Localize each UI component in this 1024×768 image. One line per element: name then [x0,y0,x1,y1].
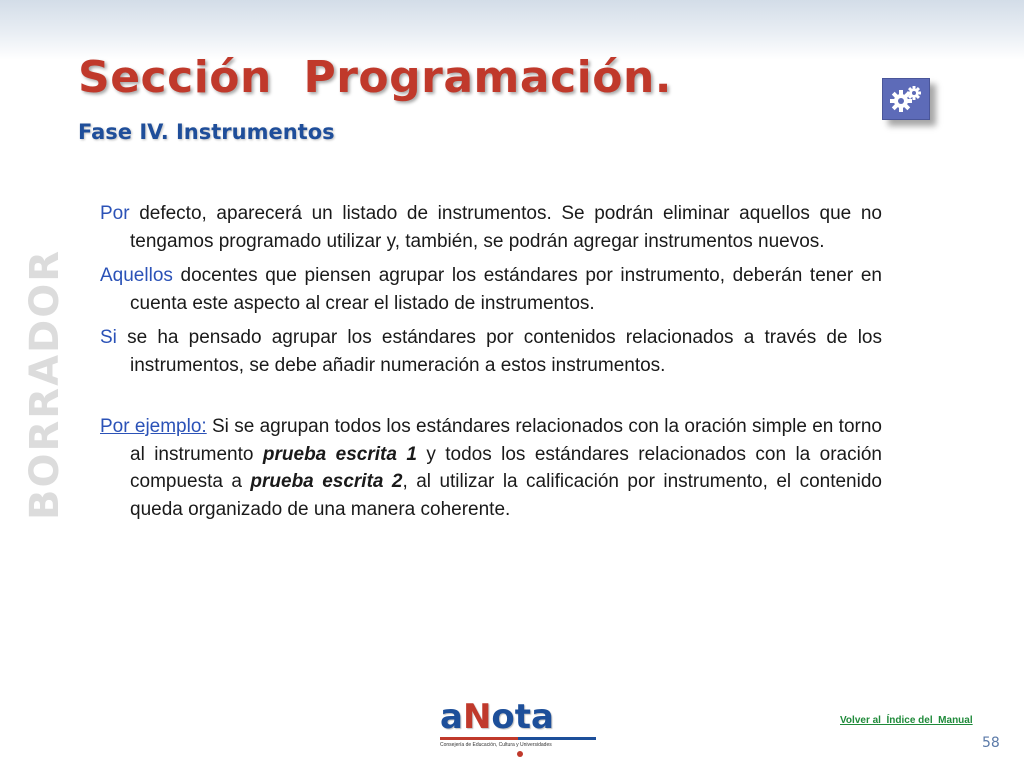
paragraph-1 [100,200,882,255]
gears-glyph [889,84,923,114]
instrument-name: prueba escrita 2 [250,471,403,492]
draft-watermark: BORRADOR [22,248,68,520]
slide-body [100,200,882,530]
slide-title: Sección Programación. [78,52,672,103]
paragraph-text: , al utilizar la calificación por instrumento, el contenido queda organizado de una manera coherente. [130,471,882,520]
example-lead: Por ejemplo: [100,416,207,437]
gears-icon [882,78,930,120]
paragraph-lead: Por [100,203,130,224]
header-gradient-band [0,0,1024,60]
paragraph-3 [100,324,882,379]
paragraph-text: defecto, aparecerá un listado de instrumentos. Se podrán eliminar aquellos que no tengamos programado utilizar y, también, se podrán agregar instrumentos nuevos. [129,203,882,252]
paragraph-text: Si se agrupan todos los estándares relacionados con la oración simple en torno al instrumento [130,416,882,465]
logo-letters-ota: ota [491,697,554,737]
paragraph-lead: Si [100,327,117,348]
logo-letter-n: N [462,697,492,737]
paragraph-lead: Aquellos [100,265,173,286]
paragraph-4 [100,413,882,523]
back-to-index-link[interactable]: Volver al Índice del Manual [840,715,973,726]
logo-underline [440,737,596,740]
logo-wordmark [440,697,600,737]
paragraph-2 [100,262,882,317]
anota-logo [440,697,600,760]
paragraph-text: docentes que piensen agrupar los estándares por instrumento, deberán tener en cuenta este aspecto al crear el listado de instrumentos. [130,265,882,314]
paragraph-text: se ha pensado agrupar los estándares por contenidos relacionados a través de los instrumentos, se debe añadir numeración a estos instrumentos. [116,327,882,376]
page-number: 58 [982,735,1000,751]
logo-emblem [517,751,523,757]
paragraph-text: y todos los estándares relacionados con la oración compuesta a [130,443,882,492]
logo-caption: Consejería de Educación, Cultura y Universidades [440,742,552,748]
logo-letter-a: a [440,697,463,737]
instrument-name: prueba escrita 1 [262,443,417,465]
slide-subtitle: Fase IV. Instrumentos [78,120,335,144]
